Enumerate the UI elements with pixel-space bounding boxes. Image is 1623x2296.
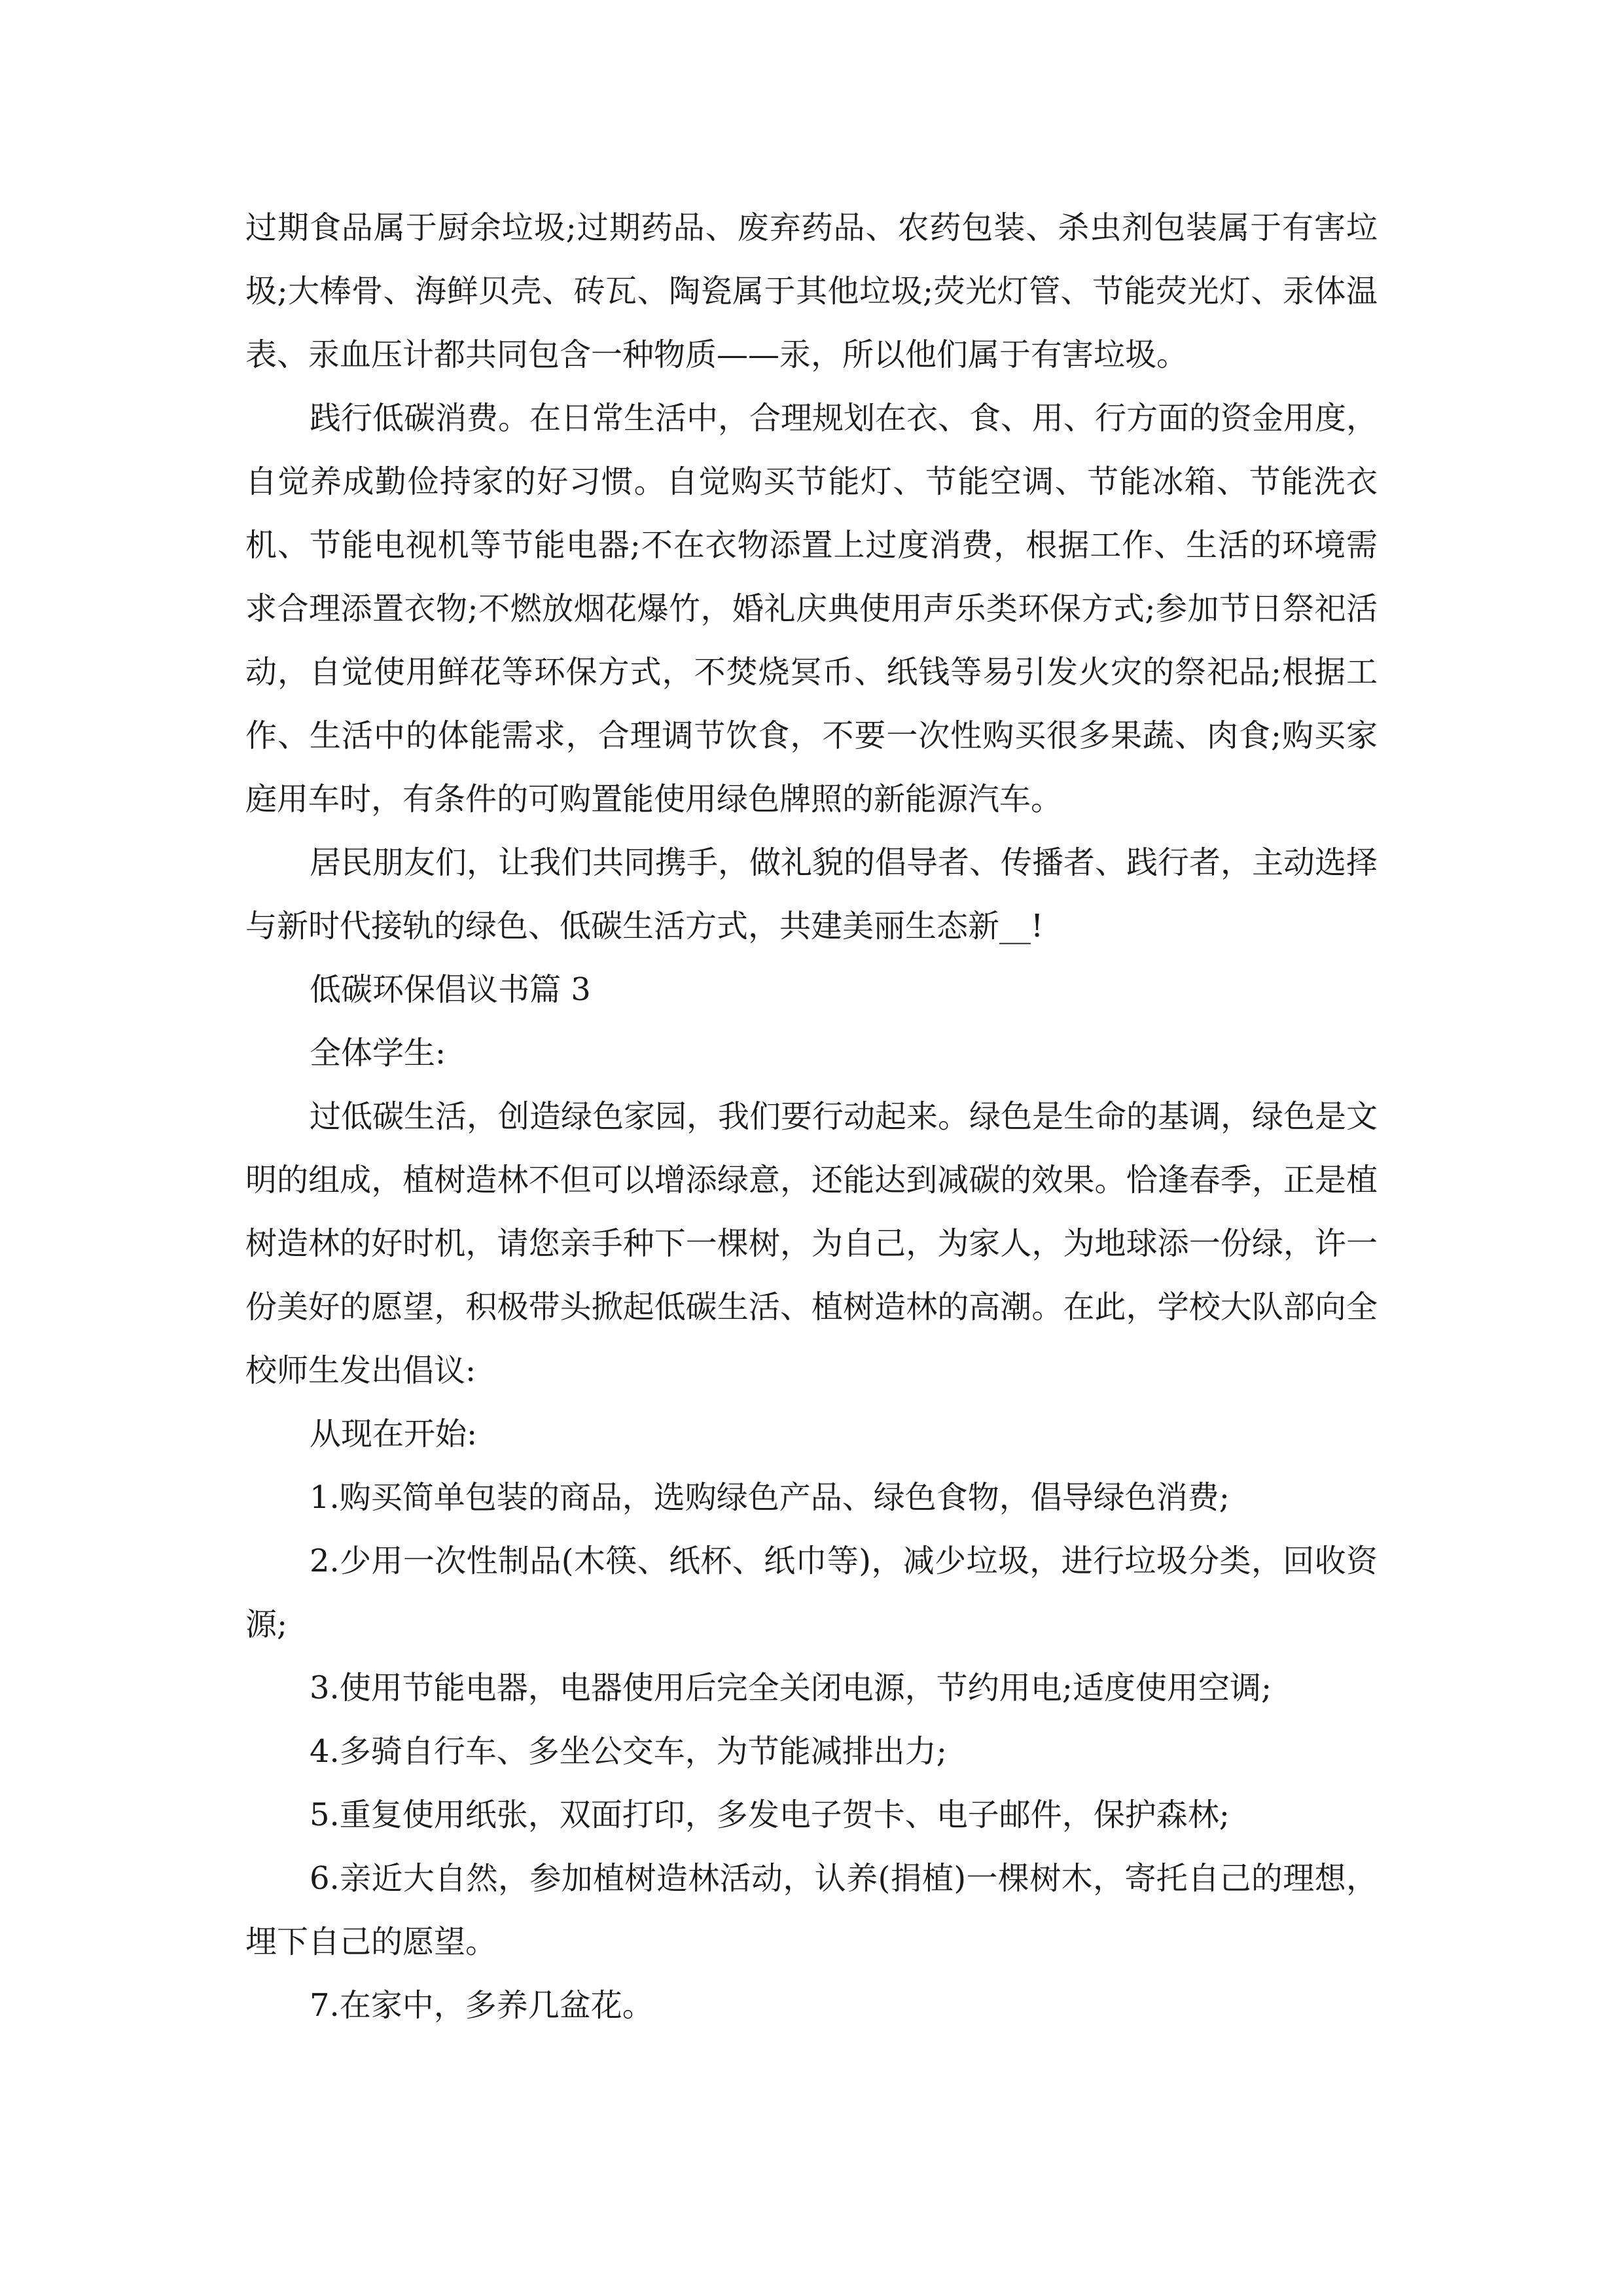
- list-item-3: 3.使用节能电器，电器使用后完全关闭电源，节约用电;适度使用空调;: [310, 1670, 1272, 1706]
- section-title: 低碳环保倡议书篇 3: [310, 971, 591, 1008]
- paragraph-call-to-residents: 居民朋友们，让我们共同携手，做礼貌的倡导者、传播者、践行者，主动选择与新时代接轨的绿色、低碳生活方式，共建美丽生态新__!: [245, 844, 1378, 944]
- paragraph-green-home: 过低碳生活，创造绿色家园，我们要行动起来。绿色是生命的基调，绿色是文明的组成，植树造林不但可以增添绿意，还能达到减碳的效果。恰逢春季，正是植树造林的好时机，请您亲手种下一棵树，为自己，为家人，为地球添一份绿，许一份美好的愿望，积极带头掀起低碳生活、植树造林的高潮。在此，学校大队部向全校师生发出倡议:: [245, 1098, 1378, 1389]
- salutation: 全体学生:: [310, 1035, 446, 1071]
- document-body: [245, 196, 1378, 2037]
- list-item-6: 6.亲近大自然，参加植树造林活动，认养(捐植)一棵树木，寄托自己的理想，埋下自己的愿望。: [245, 1860, 1378, 1960]
- paragraph-garbage-classification: 过期食品属于厨余垃圾;过期药品、废弃药品、农药包装、杀虫剂包装属于有害垃圾;大棒骨、海鲜贝壳、砖瓦、陶瓷属于其他垃圾;荧光灯管、节能荧光灯、汞体温表、汞血压计都共同包含一种物质——汞，所以他们属于有害垃圾。: [245, 209, 1378, 373]
- list-item-4: 4.多骑自行车、多坐公交车，为节能减排出力;: [310, 1733, 947, 1770]
- list-item-1: 1.购买简单包装的商品，选购绿色产品、绿色食物，倡导绿色消费;: [310, 1479, 1230, 1516]
- list-item-7: 7.在家中，多养几盆花。: [310, 1987, 654, 2024]
- list-item-2: 2.少用一次性制品(木筷、纸杯、纸巾等)，减少垃圾，进行垃圾分类，回收资源;: [245, 1543, 1378, 1643]
- list-item-5: 5.重复使用纸张，双面打印，多发电子贺卡、电子邮件，保护森林;: [310, 1797, 1230, 1833]
- list-intro: 从现在开始:: [310, 1416, 478, 1452]
- paragraph-low-carbon-consumption: 践行低碳消费。在日常生活中，合理规划在衣、食、用、行方面的资金用度，自觉养成勤俭持家的好习惯。自觉购买节能灯、节能空调、节能冰箱、节能洗衣机、节能电视机等节能电器;不在衣物添置上过度消费，根据工作、生活的环境需求合理添置衣物;不燃放烟花爆竹，婚礼庆典使用声乐类环保方式;参加节日祭祀活动，自觉使用鲜花等环保方式，不焚烧冥币、纸钱等易引发火灾的祭祀品;根据工作、生活中的体能需求，合理调节饮食，不要一次性购买很多果蔬、肉食;购买家庭用车时，有条件的可购置能使用绿色牌照的新能源汽车。: [245, 400, 1378, 817]
